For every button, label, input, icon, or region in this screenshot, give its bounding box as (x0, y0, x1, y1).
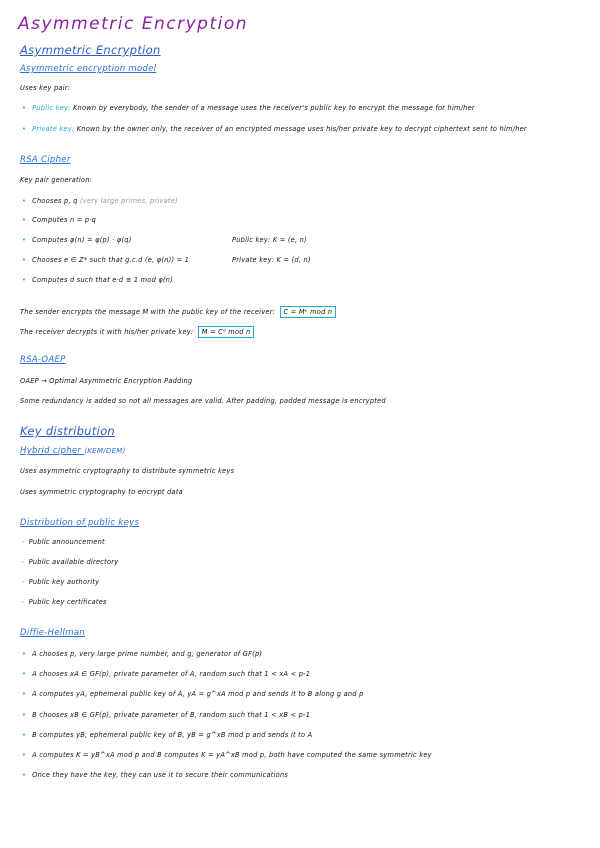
bullet-icon: • (22, 690, 27, 698)
dh-item (22, 751, 432, 759)
private-key-text: Known by the owner only, the receiver of an encrypted message uses his/her private key to decrypt ciphertext sent to him/her (76, 125, 527, 133)
rsa-encrypt-line (20, 306, 336, 318)
dh-item-text: Once they have the key, they can use it to secure their communications (32, 771, 289, 779)
dh-item (22, 670, 310, 678)
hybrid-line-2: Uses symmetric cryptography to encrypt data (20, 488, 183, 496)
bullet-icon: • (22, 276, 27, 284)
dist-item (22, 598, 107, 606)
dist-item (22, 578, 99, 586)
public-key-item (22, 104, 475, 112)
rsa-keygen: Key pair generation: (20, 176, 93, 184)
bullet-icon: • (22, 731, 27, 739)
bullet-icon: • (22, 125, 27, 133)
bullet-icon: • (22, 216, 27, 224)
bullet-icon: • (22, 650, 27, 658)
bullet-icon: • (22, 236, 27, 244)
rsa-step-3-text: Computes φ(n) = φ(p) · φ(q) (32, 236, 132, 244)
dh-item-text: A computes yA, ephemeral public key of A, yA = g^xA mod p and sends it to B along g and p (32, 690, 364, 698)
bullet-icon: • (22, 771, 27, 779)
bullet-icon: • (22, 256, 27, 264)
rsa-step-1 (22, 197, 178, 205)
dh-item (22, 650, 262, 658)
dh-item (22, 711, 310, 719)
hybrid-heading-note: (KEM/DEM) (84, 447, 126, 455)
rsa-step-1-text: Chooses p, q (32, 197, 78, 205)
rsa-step-5 (22, 276, 173, 284)
hybrid-line-1: Uses asymmetric cryptography to distribute symmetric keys (20, 467, 235, 475)
private-key-item (22, 125, 527, 133)
distribution-heading: Distribution of public keys (20, 518, 140, 528)
dh-heading: Diffie-Hellman (20, 628, 85, 638)
rsa-step-5-text: Computes d such that e·d ≡ 1 mod φ(n) (32, 276, 174, 284)
rsa-decrypt-text: The receiver decrypts it with his/her private key: (20, 328, 194, 336)
bullet-icon: • (22, 197, 27, 205)
rsa-step-1-note: (very large primes, private) (79, 197, 178, 205)
dh-item-text: A computes K = yB^xA mod p and B computes K = yA^xB mod p, both have computed the same symmetric key (32, 751, 432, 759)
rsa-heading: RSA Cipher (20, 155, 71, 165)
bullet-icon: • (22, 104, 27, 112)
dash-icon: - (22, 538, 25, 546)
rsa-step-3 (22, 236, 132, 244)
rsa-step-2-text: Computes n = p·q (32, 216, 97, 224)
bullet-icon: • (22, 751, 27, 759)
dist-item-text: Public available directory (28, 558, 119, 566)
oaep-line-1: OAEP → Optimal Asymmetric Encryption Padding (20, 377, 193, 385)
section-heading-asymmetric: Asymmetric Encryption (20, 43, 161, 57)
dash-icon: - (22, 558, 25, 566)
dash-icon: - (22, 578, 25, 586)
bullet-icon: • (22, 711, 27, 719)
subheading-model: Asymmetric encryption model (20, 64, 157, 74)
dh-item-text: A chooses xA ∈ GF(p), private parameter of A, random such that 1 < xA < p-1 (32, 670, 311, 678)
dist-item-text: Public announcement (28, 538, 105, 546)
rsa-private-key-def: Private key: K = (d, n) (232, 256, 311, 264)
dist-item-text: Public key authority (28, 578, 100, 586)
page-title: Asymmetric Encryption (18, 14, 249, 34)
uses-key-pair: Uses key pair: (20, 84, 71, 92)
hybrid-heading-text: Hybrid cipher (20, 446, 82, 456)
hybrid-heading (20, 446, 126, 456)
rsa-decrypt-line (20, 326, 254, 338)
dh-item-text: A chooses p, very large prime number, and g, generator of GF(p) (32, 650, 263, 658)
dh-item (22, 731, 312, 739)
dist-item (22, 558, 118, 566)
oaep-line-2: Some redundancy is added so not all messages are valid. After padding, padded message is encrypted (20, 397, 386, 405)
rsa-encrypt-formula: C = Mᵉ mod n (280, 306, 337, 318)
dist-item-text: Public key certificates (28, 598, 107, 606)
key-distribution-heading: Key distribution (20, 424, 116, 438)
dh-item (22, 690, 364, 698)
dh-item-text: B computes yB, ephemeral public key of B, yB = g^xB mod p and sends it to A (32, 731, 313, 739)
rsa-step-4-text: Chooses e ∈ Z* such that g.c.d (e, φ(n)) = 1 (32, 256, 190, 264)
dash-icon: - (22, 598, 25, 606)
rsa-public-key-def: Public key: K = (e, n) (232, 236, 307, 244)
dh-item (22, 771, 288, 779)
oaep-heading: RSA-OAEP (20, 355, 66, 365)
public-key-label: Public key: (32, 104, 71, 112)
private-key-label: Private key: (32, 125, 75, 133)
rsa-step-4 (22, 256, 189, 264)
rsa-encrypt-text: The sender encrypts the message M with the public key of the receiver: (20, 308, 276, 316)
dist-item (22, 538, 105, 546)
rsa-step-2 (22, 216, 96, 224)
bullet-icon: • (22, 670, 27, 678)
public-key-text: Known by everybody, the sender of a message uses the receiver's public key to encrypt the message for him/her (72, 104, 475, 112)
dh-item-text: B chooses xB ∈ GF(p), private parameter of B, random such that 1 < xB < p-1 (32, 711, 311, 719)
rsa-decrypt-formula: M = Cᵈ mod n (198, 326, 255, 338)
